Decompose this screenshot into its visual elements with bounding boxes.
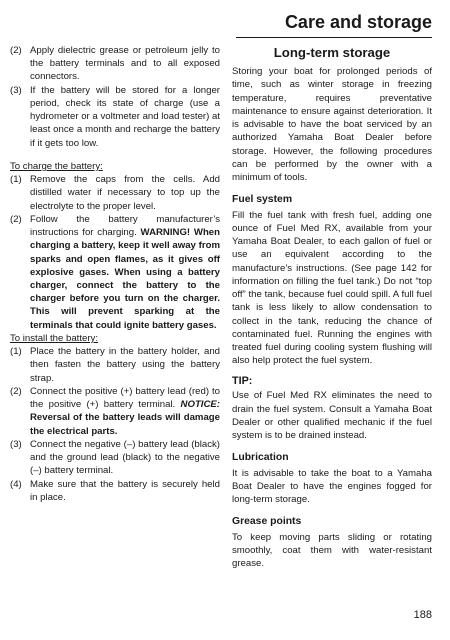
tip-heading: TIP:	[232, 374, 253, 387]
item-number: (2)	[10, 45, 22, 56]
list-item	[10, 213, 220, 332]
charge-heading: To charge the battery:	[10, 160, 103, 172]
item-text	[30, 385, 220, 438]
section-heading: Long-term storage	[273, 45, 391, 60]
lubrication-heading: Lubrication	[232, 452, 289, 464]
item-number: (1)	[10, 346, 22, 358]
tip-paragraph: Use of Fuel Med RX eliminates the need to drain the fuel system. Consult a Yamaha Boat Dealer or other qualified mechanic if the fuel system is to be drained instead.	[232, 390, 432, 442]
item-text: Make sure that the battery is securely held in place.	[30, 478, 220, 503]
item-number: (1)	[10, 174, 22, 186]
item-text: Apply dielectric grease or petroleum jelly to the battery terminals and to all exposed connectors.	[30, 45, 220, 83]
item-body: Follow the battery manufacturer’s instructions for charging.	[30, 213, 220, 239]
left-column	[10, 44, 220, 504]
list-item	[10, 438, 220, 478]
item-text: Place the battery in the battery holder, and then fasten the battery using the battery strap.	[30, 346, 220, 384]
list-item	[10, 345, 220, 385]
right-column	[232, 44, 432, 570]
list-item	[10, 44, 220, 84]
lubrication-paragraph: It is advisable to take the boat to a Yamaha Boat Dealer to have the engines fogged for long-term storage.	[232, 467, 432, 506]
item-text: Remove the caps from the cells. Add distilled water if necessary to top up the electrolyte to the proper level.	[30, 174, 220, 212]
list-item	[10, 173, 220, 213]
notice-text: Reversal of the battery leads will damage the electrical parts.	[30, 412, 220, 437]
install-heading: To install the battery:	[10, 332, 98, 344]
grease-heading: Grease points	[232, 516, 302, 528]
page-title: Care and storage	[284, 12, 432, 32]
item-number: (3)	[10, 438, 22, 450]
fuel-heading: Fuel system	[232, 194, 293, 206]
page-number: 188	[413, 609, 432, 621]
fuel-paragraph: Fill the fuel tank with fresh fuel, adding one ounce of Fuel Med RX, available from your Yamaha Boat Dealer, to each gallon of fuel or use an equivalent according to the manufacture’s instructions. (See page 142 for information on filling the fuel tank.) Do not “top off” the tank, because fuel could spill. A full fuel tank is less likely to allow condensation to collect in the tank, reducing the chance of contaminated fuel. Running the engines with treated fuel during cooling system flushing will also help protect the fuel system.	[232, 209, 432, 367]
item-text: Connect the negative (–) battery lead (black) and the ground lead (black) to the negative (–) battery terminal.	[30, 438, 220, 477]
item-number: (2)	[10, 385, 22, 397]
title-rule	[236, 37, 432, 38]
item-number: (2)	[10, 213, 22, 225]
list-item	[10, 385, 220, 438]
list-item	[10, 478, 220, 504]
notice-label: NOTICE:	[180, 399, 220, 411]
list-item	[10, 84, 220, 150]
grease-paragraph: To keep moving parts sliding or rotating smoothly, coat them with water-resistant grease.	[232, 531, 432, 570]
item-number: (3)	[10, 84, 22, 96]
warning-text: WARNING! When charging a battery, keep it well away from sparks and open flames, as it gives off explosive gases. When using a battery charger, connect the battery to the charger before you turn on the charger. This will prevent sparking at the terminals that could ignite battery gases.	[30, 227, 221, 331]
item-text: If the battery will be stored for a longer period, check its state of charge (use a hydrometer or a voltmeter and load tester) at least once a month and recharge the battery if it gets too low.	[30, 84, 220, 149]
item-number: (4)	[10, 478, 22, 490]
item-body: Connect the positive (+) battery lead (red) to the positive (+) battery terminal.	[30, 385, 220, 411]
intro-paragraph: Storing your boat for prolonged periods of time, such as winter storage in freezing temperature, requires preventative maintenance to ensure against deterioration. It is advisable to have the boat serviced by an authorized Yamaha Boat Dealer before storage. However, the following procedures can be performed by the owner with a minimum of tools.	[232, 66, 432, 184]
item-text	[30, 213, 220, 332]
